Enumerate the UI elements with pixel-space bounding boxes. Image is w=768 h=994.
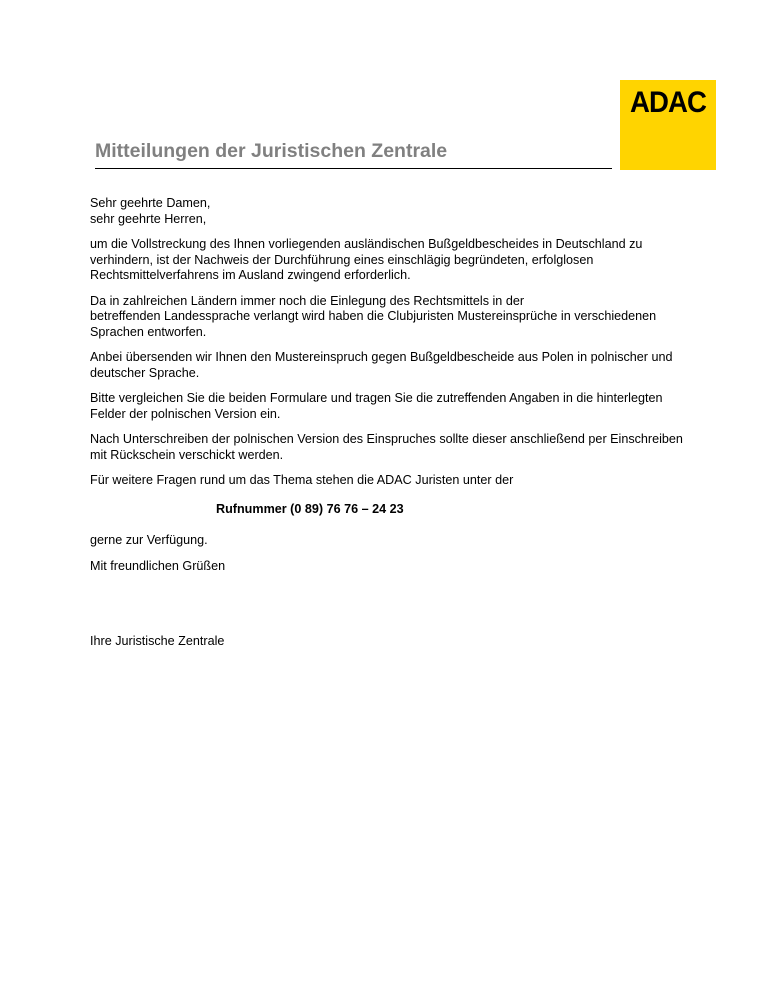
paragraph-language-line-1: Da in zahlreichen Ländern immer noch die Einlegung des Rechtsmittels in der — [90, 293, 525, 308]
page-title: Mitteilungen der Juristischen Zentrale — [95, 140, 448, 162]
paragraph-language — [90, 294, 690, 341]
adac-logo — [620, 80, 716, 170]
paragraph-questions: Für weitere Fragen rund um das Thema stehen die ADAC Juristen unter der — [90, 473, 514, 487]
salutation-line-2: sehr geehrte Herren, — [90, 211, 207, 226]
salutation-line-1: Sehr geehrte Damen, — [90, 196, 211, 210]
paragraph-enclosure: Anbei übersenden wir Ihnen den Mustereinspruch gegen Bußgeldbescheide aus Polen in polnischer und deutscher Sprache. — [90, 350, 673, 380]
phone-number: Rufnummer (0 89) 76 76 – 24 23 — [216, 501, 404, 516]
paragraph-enforcement: um die Vollstreckung des Ihnen vorliegenden ausländischen Bußgeldbescheides in Deutschland zu verhindern, ist der Nachweis der Durchführung eines einschlägig begründeten, erfolglosen Rechtsmittelverfahrens im Ausland zwingend erforderlich. — [90, 237, 643, 282]
logo-text: ADAC — [629, 86, 707, 119]
signature: Ihre Juristische Zentrale — [90, 634, 225, 648]
paragraph-language-line-2: betreffenden Landessprache verlangt wird haben die Clubjuristen Mustereinsprüche in verschiedenen Sprachen entworfen. — [90, 309, 657, 339]
paragraph-signing: Nach Unterschreiben der polnischen Version des Einspruches sollte dieser anschließend per Einschreiben mit Rückschein verschickt werden. — [90, 432, 683, 462]
closing: Mit freundlichen Grüßen — [90, 558, 226, 573]
paragraph-availability: gerne zur Verfügung. — [90, 533, 208, 547]
title-underline — [95, 168, 612, 169]
letter-body — [90, 196, 690, 660]
salutation — [90, 196, 690, 227]
paragraph-compare: Bitte vergleichen Sie die beiden Formulare und tragen Sie die zutreffenden Angaben in die hinterlegten Felder der polnischen Version ein. — [90, 391, 663, 421]
